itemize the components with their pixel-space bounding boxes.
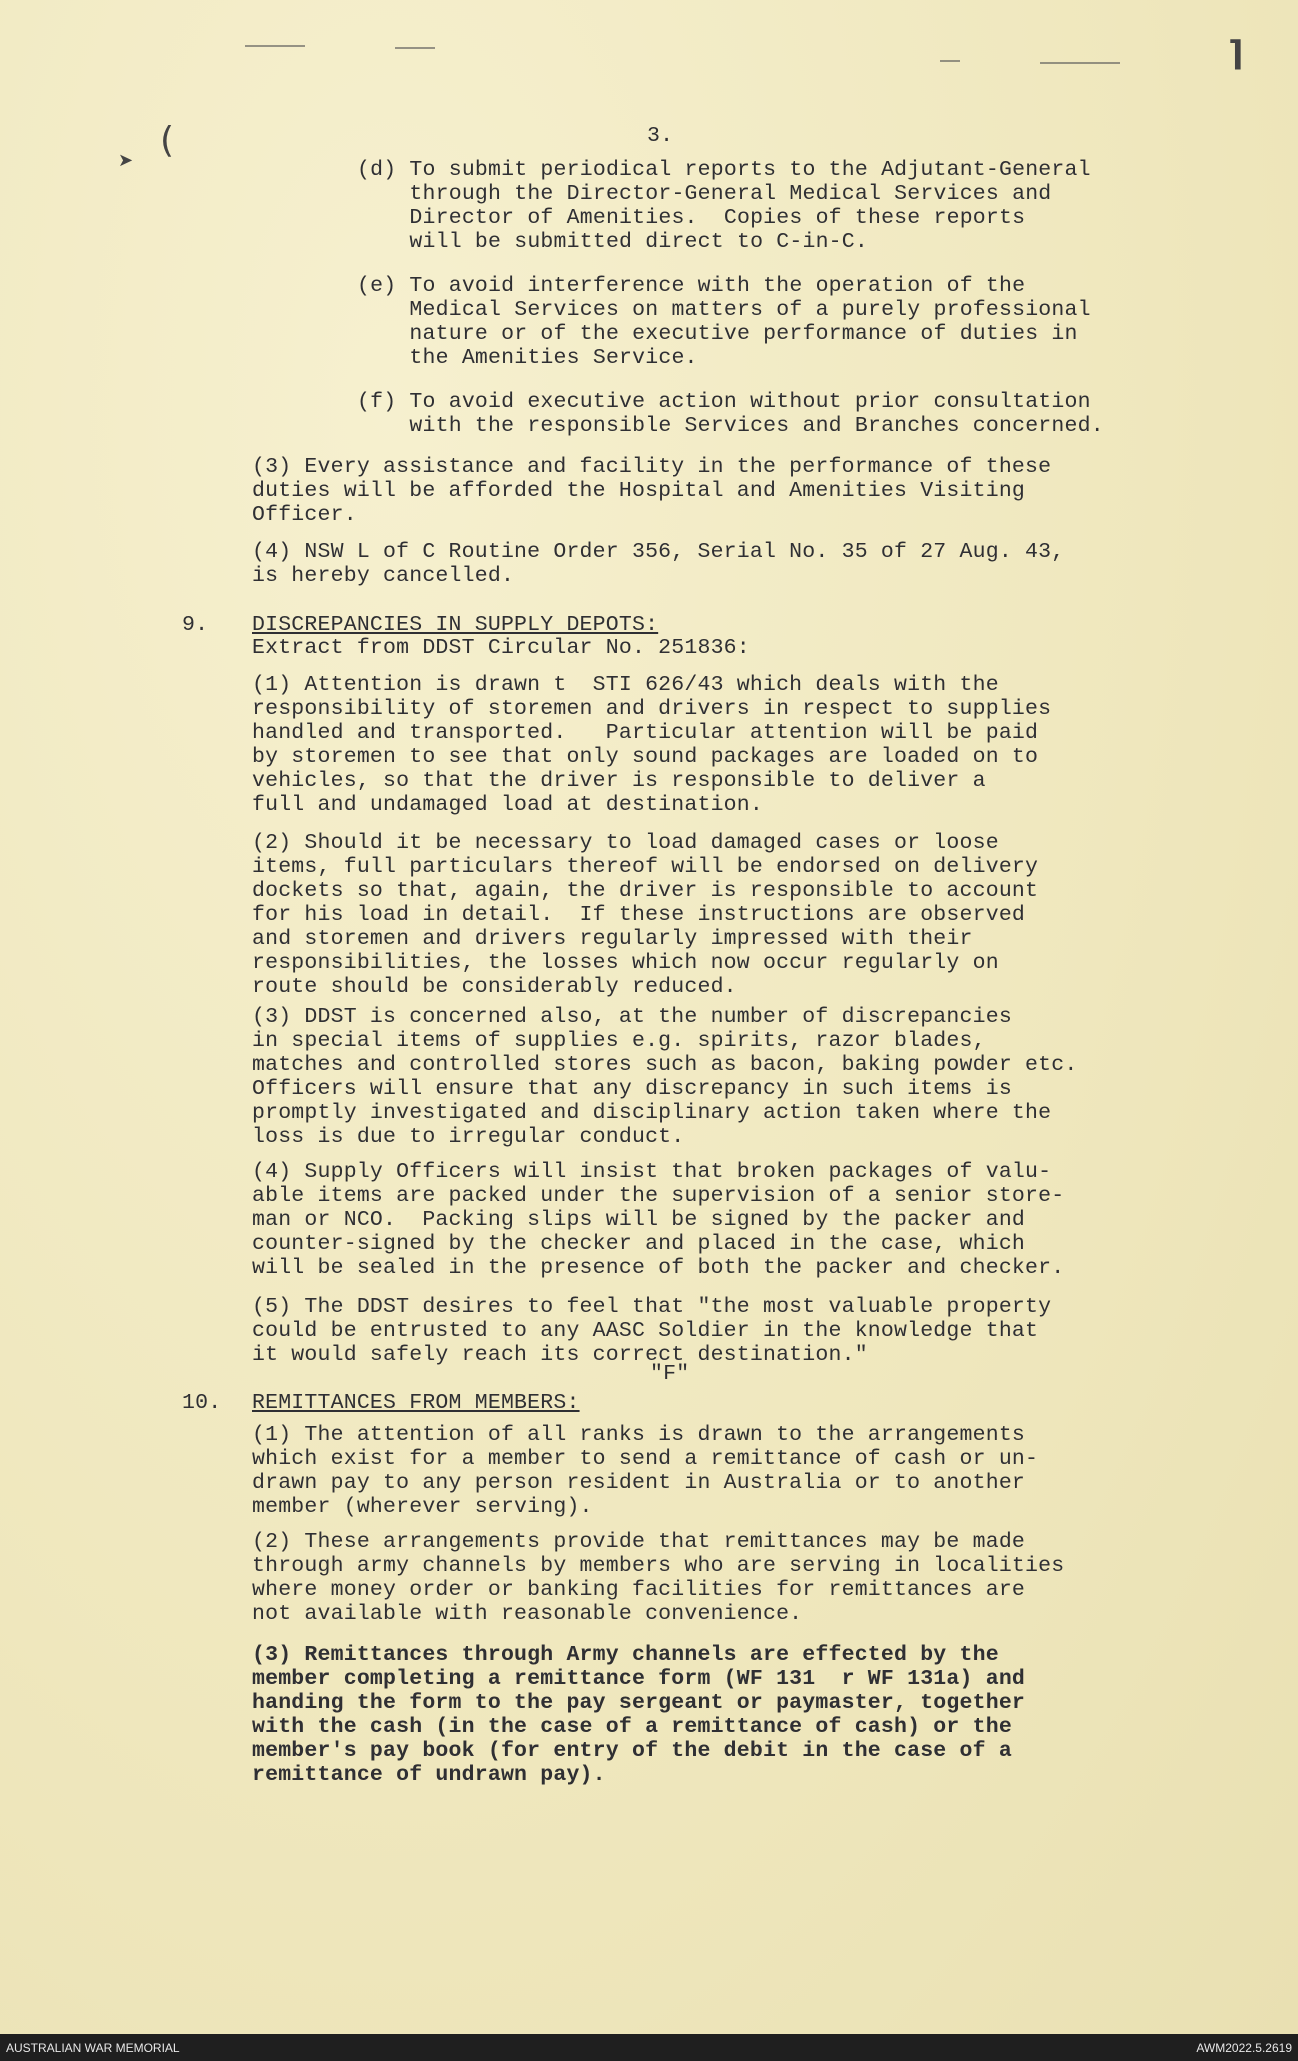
scan-mark [245,45,305,47]
hole-punch-mark-icon: ( [160,120,175,161]
footer-reference: AWM2022.5.2619 [1196,2041,1292,2055]
scan-mark [395,47,435,49]
archive-footer [0,2034,1298,2061]
section-9-subheading: Extract from DDST Circular No. 251836: [252,636,750,660]
section-9-paragraph-2: (2) Should it be necessary to load damaged cases or loose items, full particulars thereof will be endorsed on delivery dockets so that, again, the driver is responsible to account for his load in detail. If these instructions are observed and storemen and drivers regularly impressed with their responsibilities, the losses which now occur regularly on route should be considerably reduced. [252,831,1039,999]
section-10-heading: REMITTANCES FROM MEMBERS: [252,1391,580,1415]
section-10-paragraph-3: (3) Remittances through Army channels are effected by the member completing a remittance form (WF 131 r WF 131a) and handing the form to the pay sergeant or paymaster, together with the cash (in the case of a remittance of cash) or the member's pay book (for entry of the debit in the case of a remittance of undrawn pay). [252,1643,1026,1787]
paragraph-3: (3) Every assistance and facility in the performance of these duties will be afforded the Hospital and Amenities Visiting Officer. [252,455,1052,527]
section-9-paragraph-5: (5) The DDST desires to feel that "the most valuable property could be entrusted to any AASC Soldier in the knowledge that it would safely reach its correct destination." [252,1295,1052,1367]
marginal-mark: "F" [650,1362,690,1386]
item-d: (d) To submit periodical reports to the Adjutant-General through the Director-General Medical Services and Director of Amenities. Copies of these reports will be submitted direct to C-in-C. [357,158,1091,254]
item-f: (f) To avoid executive action without prior consultation with the responsible Services and Branches concerned. [357,390,1104,438]
section-9-paragraph-3: (3) DDST is concerned also, at the number of discrepancies in special items of supplies e.g. spirits, razor blades, matches and controlled stores such as bacon, baking powder etc. Officers will ensure that any discrepancy in such items is promptly investigated and disciplinary action taken where the loss is due to irregular conduct. [252,1005,1078,1149]
section-9-number: 9. [182,613,209,637]
paragraph-4: (4) NSW L of C Routine Order 356, Serial No. 35 of 27 Aug. 43, is hereby cancelled. [252,540,1065,588]
scan-mark [940,60,960,62]
section-10-number: 10. [182,1391,222,1415]
arrow-mark-icon: ➤ [118,150,134,171]
item-e: (e) To avoid interference with the operation of the Medical Services on matters of a purely professional nature or of the executive performance of duties in the Amenities Service. [357,274,1091,370]
section-9-paragraph-4: (4) Supply Officers will insist that broken packages of valu- able items are packed under the supervision of a senior store- man or NCO. Packing slips will be signed by the packer and counter-signed by the checker and placed in the case, which will be sealed in the presence of both the packer and checker. [252,1160,1065,1280]
scan-mark [1040,62,1120,64]
section-9-paragraph-1: (1) Attention is drawn t STI 626/43 which deals with the responsibility of storemen and drivers in respect to supplies handled and transported. Particular attention will be paid by storemen to see that only sound packages are loaded on to vehicles, so that the driver is responsible to deliver a full and undamaged load at destination. [252,673,1052,817]
section-10-paragraph-1: (1) The attention of all ranks is drawn to the arrangements which exist for a member to send a remittance of cash or un- drawn pay to any person resident in Australia or to another member (wherever serving). [252,1423,1039,1519]
section-9-heading: DISCREPANCIES IN SUPPLY DEPOTS: [252,613,659,637]
section-10-paragraph-2: (2) These arrangements provide that remittances may be made through army channels by members who are serving in localities where money order or banking facilities for remittances are not available with reasonable convenience. [252,1530,1065,1626]
corner-bracket-icon: ⌉ [1228,34,1244,74]
page-number: 3. [647,124,674,148]
footer-institution: AUSTRALIAN WAR MEMORIAL [6,2041,180,2055]
